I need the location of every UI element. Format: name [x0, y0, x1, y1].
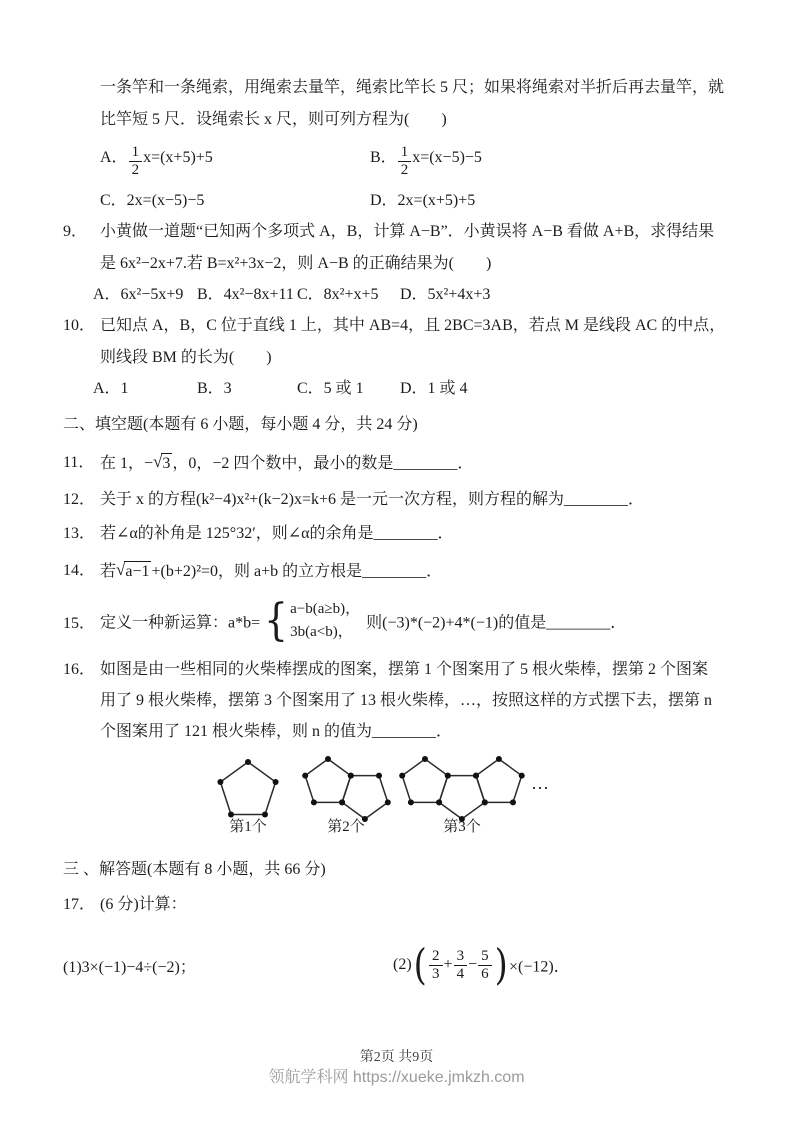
- piecewise-cases: [290, 598, 360, 644]
- question-9: [63, 216, 741, 280]
- q16-number: 16．: [63, 661, 96, 678]
- q12-text: 关于 x 的方程(k²−4)x²+(k−2)x=k+6 是一元一次方程，则方程的解为________．: [100, 491, 645, 508]
- q15-number: 15．: [63, 614, 96, 632]
- q8-option-b-label: B．: [370, 148, 397, 166]
- q10-option-d: D．1 或 4: [400, 380, 468, 397]
- q9-body: [100, 216, 741, 280]
- fraction-numerator: 1: [398, 144, 412, 162]
- q14-text-post: +(b+2)²=0，则 a+b 的立方根是________．: [151, 563, 443, 580]
- fraction: [398, 144, 412, 178]
- q14-text-pre: 若: [100, 563, 117, 580]
- fraction-denominator: 4: [456, 965, 465, 982]
- q8-option-c: C．2x=(x−5)−5: [100, 192, 205, 209]
- fraction-denominator: 3: [432, 965, 440, 982]
- q15-text-post: 则(−3)*(−2)+4*(−1)的值是________．: [362, 614, 627, 632]
- q13-number: 13．: [63, 525, 96, 542]
- fraction: [129, 144, 143, 178]
- fraction-denominator: 2: [131, 161, 140, 178]
- q9-option-c: C．8x²+x+5: [297, 286, 379, 303]
- left-paren: (: [413, 940, 427, 990]
- q10-option-b: B．3: [197, 380, 232, 397]
- q15-body: [100, 595, 741, 647]
- q17-part2: [393, 940, 570, 990]
- piecewise-definition: [262, 595, 361, 647]
- q13-text: 若∠α的补角是 125°32′，则∠α的余角是________．: [100, 525, 454, 542]
- pentagon-patterns-svg: [63, 751, 735, 835]
- sqrt-icon: √: [153, 452, 163, 471]
- matchstick-figure: [63, 751, 741, 843]
- q8-option-a: [100, 144, 370, 179]
- q8-option-a-expr: x=(x+5)+5: [143, 148, 213, 166]
- figure-label-3: 第3个: [443, 819, 481, 835]
- q17-operator-1: +: [443, 956, 453, 973]
- fraction-denominator: 6: [481, 965, 489, 982]
- fraction-numerator: 3: [454, 948, 468, 966]
- section3-title: 三 、解答题(本题有 8 小题，共 66 分): [63, 861, 326, 878]
- q17-part2-label: (2): [393, 956, 412, 973]
- q10-stem-line2: 则线段 BM 的长为( ): [100, 349, 272, 366]
- q9-option-d: D．5x²+4x+3: [400, 286, 491, 303]
- q10-stem-line1: 已知点 A，B，C 位于直线 1 上，其中 AB=4，且 2BC=3AB，若点 M 是线段 AC 的中点，: [100, 317, 726, 334]
- q17-number: 17．: [63, 896, 96, 913]
- q9-stem-line1: 小黄做一道题“已知两个多项式 A，B，计算 A−B”．小黄误将 A−B 看做 A+B，求得结果: [100, 223, 715, 240]
- fraction: [478, 948, 492, 982]
- watermark-site: 领航学科网 https://xueke.jmkzh.com: [268, 1069, 525, 1086]
- q10-number: 10．: [63, 317, 96, 334]
- q17-title: (6 分)计算：: [100, 896, 187, 913]
- fraction-denominator: 2: [400, 161, 409, 178]
- fraction-numerator: 1: [129, 144, 143, 162]
- q11-text-pre: 在 1，−: [100, 455, 154, 472]
- piecewise-case-1: a−b(a≥b)，: [290, 601, 361, 617]
- q16-stem-line1: 如图是由一些相同的火柴棒摆成的图案，摆第 1 个图案用了 5 根火柴棒，摆第 2 个图案: [100, 661, 709, 678]
- q10-body: [100, 310, 741, 374]
- fraction-numerator: 2: [429, 948, 443, 966]
- q8-option-b: [370, 144, 482, 179]
- q17-parts: [63, 935, 741, 995]
- fraction: [454, 948, 468, 982]
- q11-text-post: ，0，−2 四个数中，最小的数是________．: [172, 455, 474, 472]
- section2-title: 二、填空题(本题有 6 小题，每小题 4 分，共 24 分): [63, 416, 418, 433]
- q9-options: [63, 280, 741, 310]
- q8-options-row2: [63, 186, 741, 216]
- question-17: [63, 889, 741, 921]
- sqrt-icon: √: [116, 560, 126, 579]
- q17-part2-tail: ×(−12)．: [509, 958, 570, 976]
- q15-text-pre: 定义一种新运算：a*b=: [100, 614, 261, 632]
- q12-number: 12．: [63, 491, 96, 508]
- q14-radicand: a−1: [125, 563, 150, 580]
- question-10: [63, 310, 741, 374]
- q9-stem-line2: 是 6x²−2x+7.若 B=x²+3x−2，则 A−B 的正确结果为( ): [100, 255, 492, 272]
- q8-option-b-expr: x=(x−5)−5: [412, 148, 482, 166]
- q17-operator-2: −: [468, 956, 478, 973]
- q14-body: [100, 553, 741, 590]
- q9-option-b: B．4x²−8x+11: [197, 286, 294, 303]
- q8-stem-line1: 一条竿和一条绳索，用绳索去量竿，绳索比竿长 5 尺；如果将绳索对半折后再去量竿，就: [100, 79, 725, 96]
- question-15: [63, 592, 741, 650]
- left-brace: {: [264, 595, 289, 647]
- fraction: [429, 948, 443, 982]
- right-paren: ): [494, 940, 508, 990]
- q10-option-c: C．5 或 1: [297, 380, 364, 397]
- q9-option-a: A．6x²−5x+9: [93, 286, 184, 303]
- fraction-numerator: 5: [478, 948, 492, 966]
- q16-body: [100, 654, 741, 747]
- exam-content: [63, 72, 741, 995]
- q11-number: 11．: [63, 454, 95, 471]
- q10-option-a: A．1: [93, 380, 129, 397]
- question-12: [63, 483, 741, 517]
- figure-ellipsis: …: [531, 773, 551, 793]
- figure-label-1: 第1个: [229, 819, 267, 835]
- q8-option-d: D．2x=(x+5)+5: [370, 192, 476, 209]
- q16-stem-line3: 个图案用了 121 根火柴棒，则 n 的值为________．: [100, 723, 453, 740]
- question-13: [63, 517, 741, 551]
- q10-options: [63, 374, 741, 404]
- q8-option-a-label: A．: [100, 148, 128, 166]
- q16-stem-line2: 用了 9 根火柴棒，摆第 3 个图案用了 13 根火柴棒，…，按照这样的方式摆下去，摆第 n: [100, 692, 713, 709]
- piecewise-case-2: 3b(a<b)，: [290, 624, 353, 640]
- question-16: [63, 654, 741, 747]
- q8-options-row1: [63, 136, 741, 186]
- q9-number: 9．: [63, 223, 88, 240]
- page-number: 第2页 共9页: [359, 1050, 434, 1065]
- q14-number: 14．: [63, 562, 96, 579]
- figure-label-2: 第2个: [327, 819, 365, 835]
- q11-radicand: 3: [162, 455, 171, 472]
- question-14: [63, 553, 741, 590]
- q8-stem-line2: 比竿短 5 尺．设绳索长 x 尺，则可列方程为( ): [100, 111, 447, 128]
- question-11: [63, 446, 741, 481]
- q11-body: [100, 446, 741, 481]
- q17-part1: (1)3×(−1)−4÷(−2)；: [63, 958, 196, 976]
